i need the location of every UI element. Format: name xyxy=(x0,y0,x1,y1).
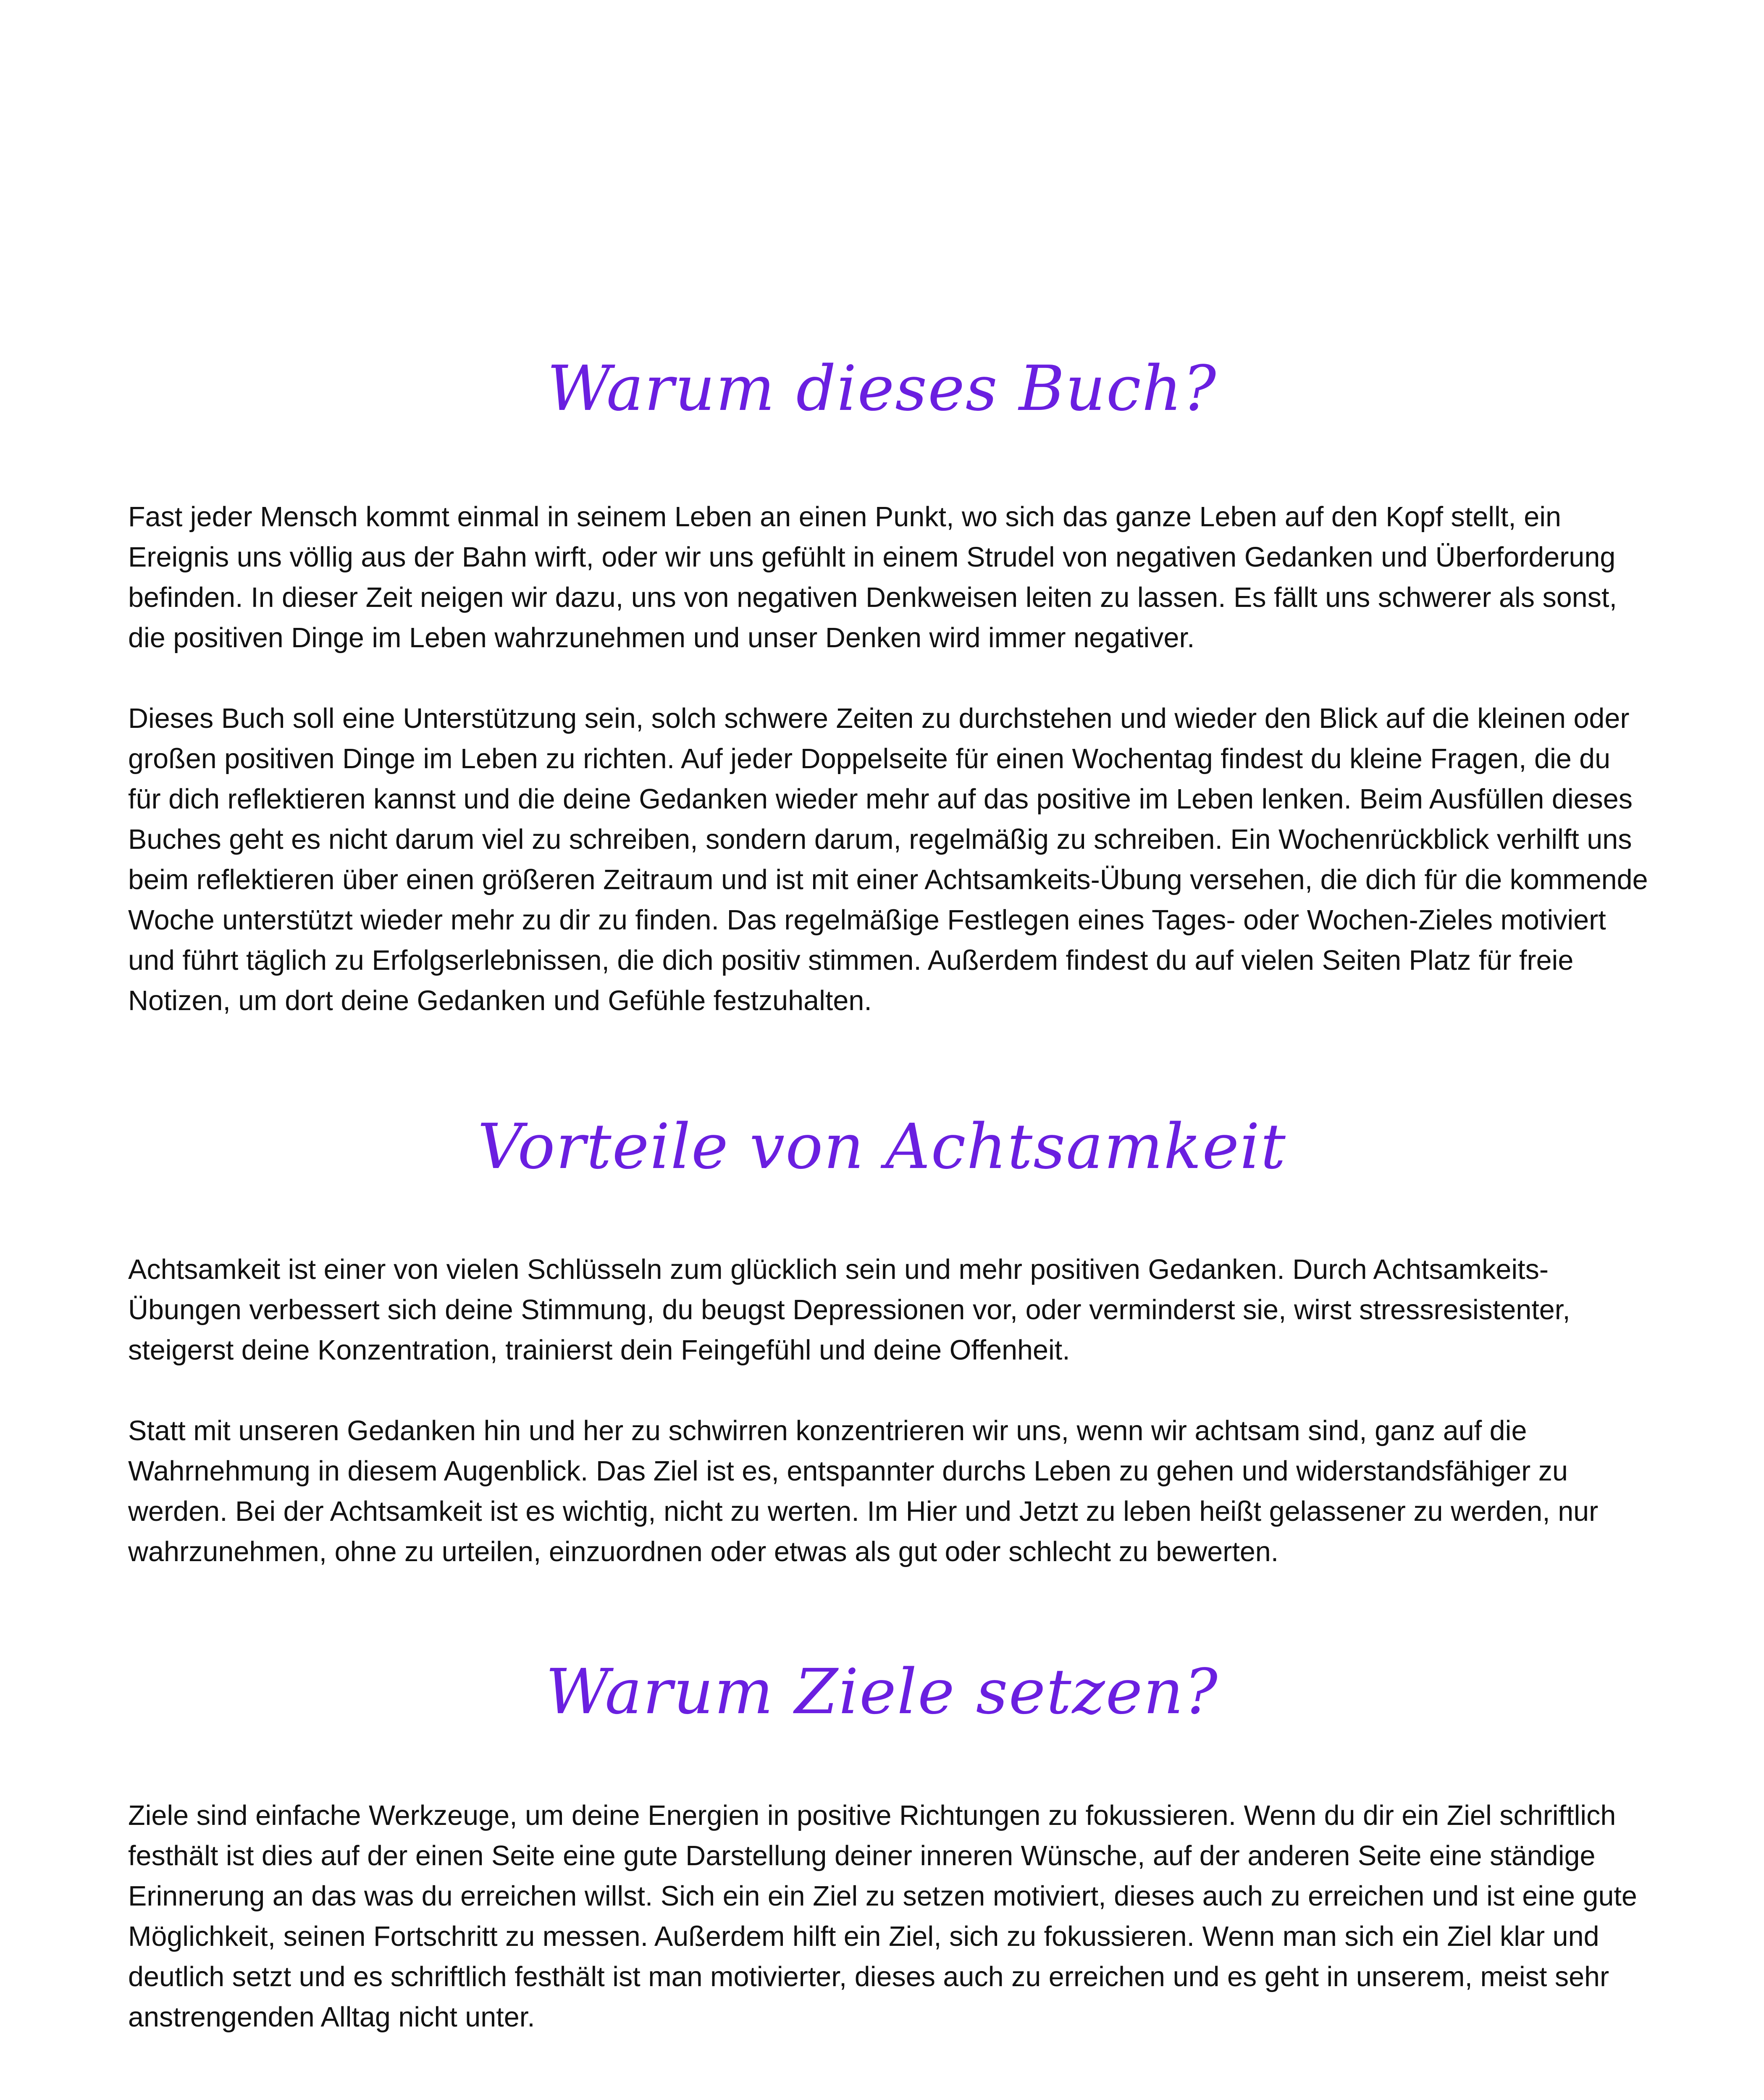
paragraph-achtsamkeit-2: Statt mit unseren Gedanken hin und her zu schwirren konzentrieren wir uns, wenn wir achtsam sind, ganz auf die Wahrnehmung in diesem Augenblick. Das Ziel ist es, entspannter durchs Leben zu gehen und widerstandsfähiger zu werden. Bei der Achtsamkeit ist es wichtig, nicht zu werten. Im Hier und Jetzt zu leben heißt gelassener zu werden, nur wahrzunehmen, ohne zu urteilen, einzuordnen oder etwas als gut oder schlecht zu bewerten. xyxy=(128,1415,1599,1567)
heading-warum-ziele-setzen: Warum Ziele setzen? xyxy=(546,1656,1218,1728)
paragraph-warum-dieses-buch-1: Fast jeder Mensch kommt einmal in seinem Leben an einen Punkt, wo sich das ganze Leben auf den Kopf stellt, ein Ereignis uns völlig aus der Bahn wirft, oder wir uns gefühlt in einem Strudel von negativen Gedanken und Überforderung befinden. In dieser Zeit neigen wir dazu, uns von negativen Denkweisen leiten zu lassen. Es fällt uns schwerer als sonst, die positiven Dinge im Leben wahrzunehmen und unser Denken wird immer negativer. xyxy=(128,501,1617,654)
paragraph-warum-dieses-buch-2: Dieses Buch soll eine Unterstützung sein, solch schwere Zeiten zu durchstehen und wieder den Blick auf die kleinen oder großen positiven Dinge im Leben zu richten. Auf jeder Doppelseite für einen Wochentag findest du kleine Fragen, die du für dich reflektieren kannst und die deine Gedanken wieder mehr auf das positive im Leben lenken. Beim Ausfüllen dieses Buches geht es nicht darum viel zu schreiben, sondern darum, regelmäßig zu schreiben. Ein Wochenrückblick verhilft uns beim reflektieren über einen größeren Zeitraum und ist mit einer Achtsamkeits-Übung versehen, die dich für die kommende Woche unterstützt wieder mehr zu dir zu finden. Das regelmäßige Festlegen eines Tages- oder Wochen-Zieles motiviert und führt täglich zu Erfolgserlebnissen, die dich positiv stimmen. Außerdem findest du auf vielen Seiten Platz für freie Notizen, um dort deine Gedanken und Gefühle festzuhalten. xyxy=(128,703,1648,1016)
paragraph-ziele-1: Ziele sind einfache Werkzeuge, um deine Energien in positive Richtungen zu fokussieren. Wenn du dir ein Ziel schriftlich festhält ist dies auf der einen Seite eine gute Darstellung deiner inneren Wünsche, auf der anderen Seite eine ständige Erinnerung an das was du erreichen willst. Sich ein ein Ziel zu setzen motiviert, dieses auch zu erreichen und ist eine gute Möglichkeit, seinen Fortschritt zu messen. Außerdem hilft ein Ziel, sich zu fokussieren. Wenn man sich ein Ziel klar und deutlich setzt und es schriftlich festhält ist man motivierter, dieses auch zu erreichen und es geht in unserem, meist sehr anstrengenden Alltag nicht unter. xyxy=(128,1800,1637,2033)
heading-warum-dieses-buch: Warum dieses Buch? xyxy=(547,352,1217,425)
paragraph-achtsamkeit-1: Achtsamkeit ist einer von vielen Schlüsseln zum glücklich sein und mehr positiven Gedanken. Durch Achtsamkeits-Übungen verbessert sich deine Stimmung, du beugst Depressionen vor, oder verminderst sie, wirst stressresistenter, steigerst deine Konzentration, trainierst dein Feingefühl und deine Offenheit. xyxy=(128,1254,1570,1366)
heading-vorteile-von-achtsamkeit: Vorteile von Achtsamkeit xyxy=(478,1110,1286,1183)
